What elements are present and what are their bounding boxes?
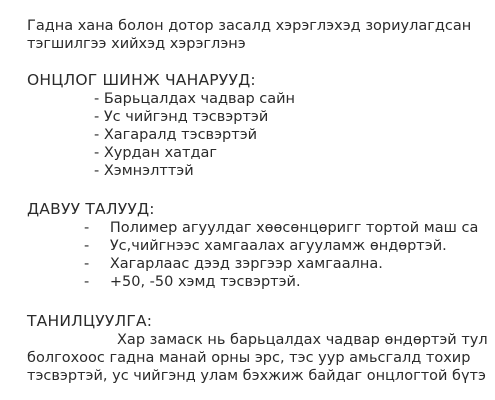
advantages-heading: ДАВУУ ТАЛУУД: bbox=[27, 200, 155, 218]
bullet-dash: - bbox=[84, 256, 90, 272]
features-item bbox=[94, 163, 194, 180]
bullet-dash: - bbox=[84, 238, 90, 254]
features-item-text: Хурдан хатдаг bbox=[103, 145, 218, 161]
advantages-item bbox=[84, 274, 301, 291]
features-item-text: Барьцалдах чадвар сайн bbox=[103, 91, 296, 107]
intro-line-1: Гадна хана болон дотор засалд хэрэглэхэд зориулагдсан bbox=[27, 18, 472, 34]
introduction-line: болгохоос гадна манай орны эрс, тэс уур амьсгалд тохир bbox=[27, 350, 471, 366]
bullet-dash: - bbox=[84, 220, 90, 236]
features-item bbox=[94, 145, 217, 162]
introduction-heading: ТАНИЛЦУУЛГА: bbox=[27, 312, 153, 330]
bullet-dash: - bbox=[94, 91, 100, 107]
features-item-text: Ус чийгэнд тэсвэртэй bbox=[103, 109, 269, 125]
features-heading: ОНЦЛОГ ШИНЖ ЧАНАРУУД: bbox=[27, 71, 256, 89]
advantages-item-text: Ус,чийгнээс хамгаалах агууламж өндөртэй. bbox=[109, 238, 447, 254]
features-item bbox=[94, 109, 268, 126]
advantages-item-text: +50, -50 хэмд тэсвэртэй. bbox=[109, 274, 301, 290]
features-item-text: Хэмнэлттэй bbox=[103, 163, 194, 179]
bullet-dash: - bbox=[94, 109, 100, 125]
features-item bbox=[94, 91, 295, 108]
bullet-dash: - bbox=[94, 145, 100, 161]
advantages-item bbox=[84, 238, 447, 255]
advantages-item-text: Полимер агуулдаг хөөсөнцөригг тортой маш са bbox=[109, 220, 479, 236]
features-item-text: Хагаралд тэсвэртэй bbox=[103, 127, 258, 143]
advantages-item bbox=[84, 256, 383, 273]
introduction-line: тэсвэртэй, ус чийгэнд улам бэхжиж байдаг онцлогтой бүтэ bbox=[27, 368, 486, 384]
features-item bbox=[94, 127, 257, 144]
bullet-dash: - bbox=[94, 127, 100, 143]
bullet-dash: - bbox=[84, 274, 90, 290]
introduction-line: Хар замаск нь барьцалдах чадвар өндөртэй тул bbox=[117, 332, 488, 348]
intro-line-2: тэгшилгээ хийхэд хэрэглэнэ bbox=[27, 36, 246, 52]
bullet-dash: - bbox=[94, 163, 100, 179]
advantages-item-text: Хагарлаас дээд зэргээр хамгаална. bbox=[109, 256, 383, 272]
advantages-item bbox=[84, 220, 478, 237]
